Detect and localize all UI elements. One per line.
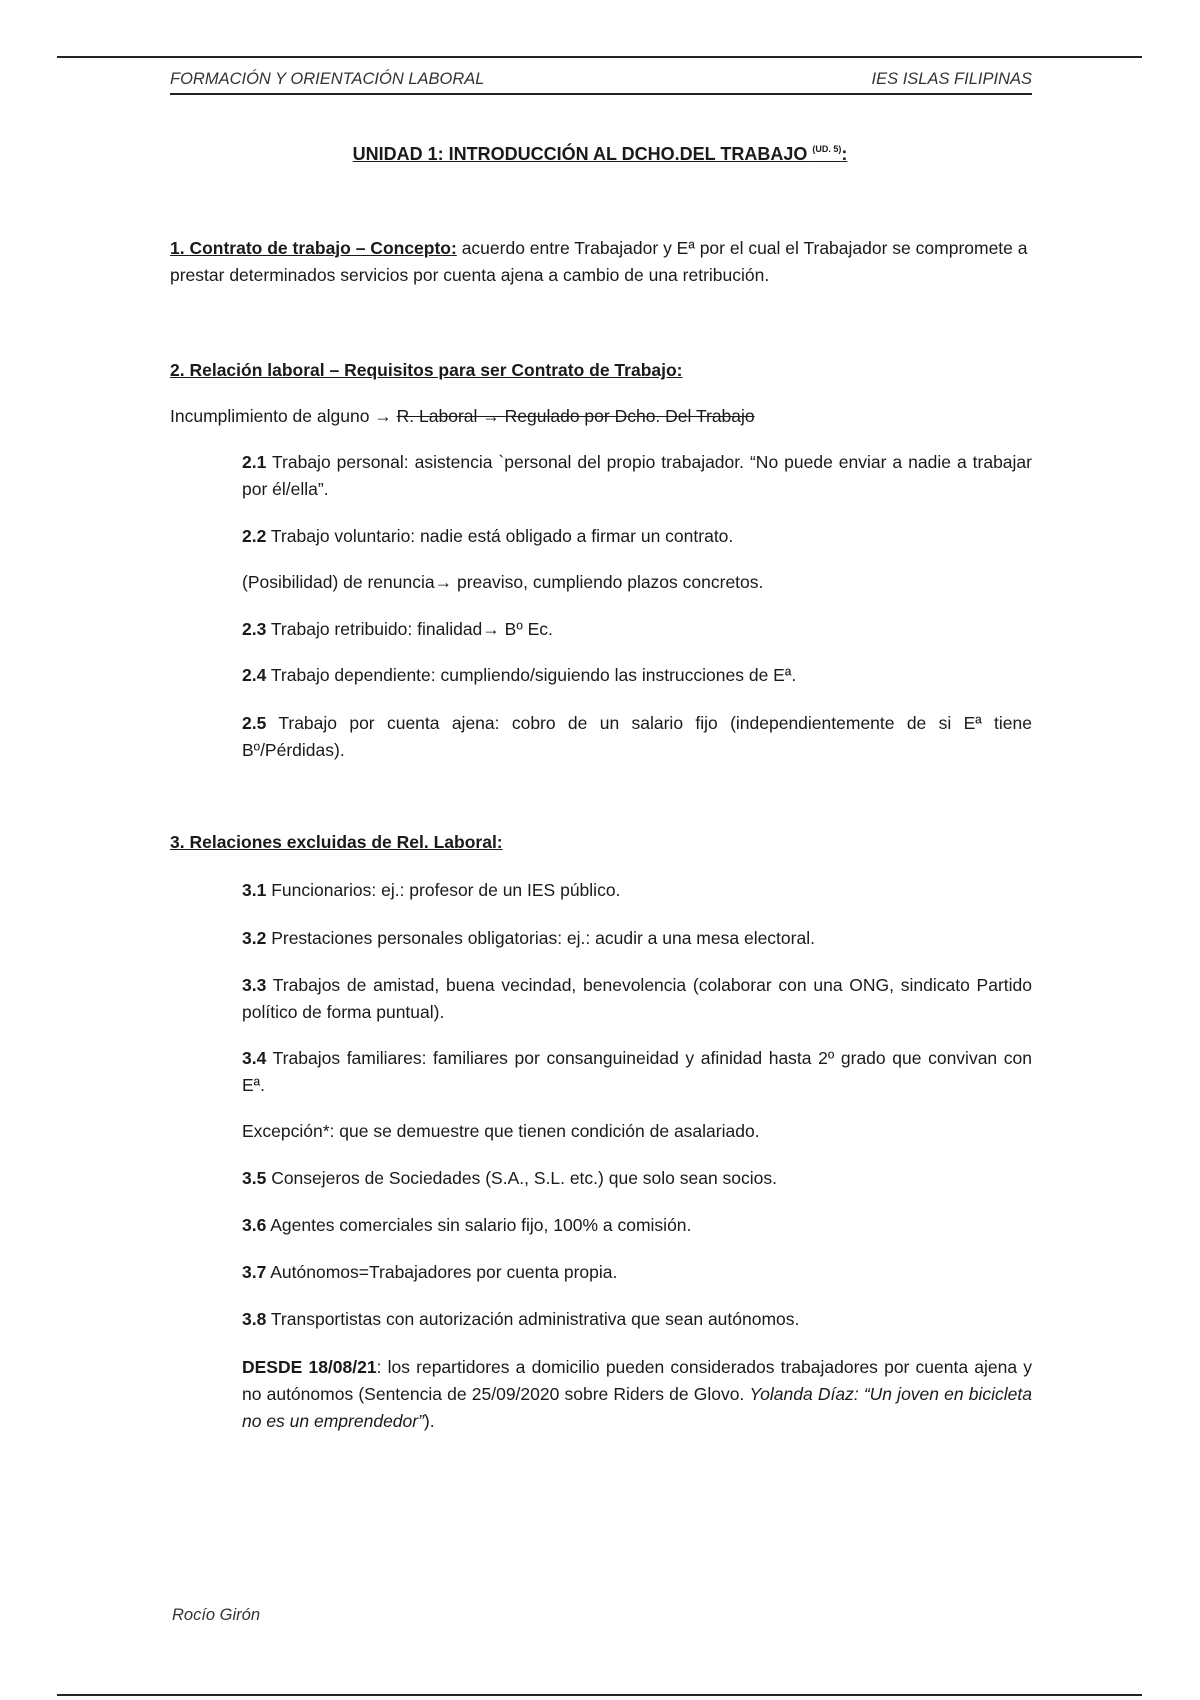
title-colon: : [841,144,848,164]
footer-author: Rocío Girón [172,1606,261,1624]
item-number: 2.2 [242,526,267,546]
list-item [242,1045,1032,1099]
list-item [242,877,1032,904]
header-school: IES ISLAS FILIPINAS [871,70,1032,88]
desde-end: ). [423,1411,435,1431]
section-1 [170,235,1032,289]
item-number: 3.7 [242,1262,267,1282]
item-text: Trabajo dependiente: cumpliendo/siguiendo las instrucciones de Eª. [266,665,797,685]
item-text: Trabajos de amistad, buena vecindad, benevolencia (colaborar con una ONG, sindicato Partido político de forma puntual). [242,975,1032,1022]
list-item [242,1118,1032,1145]
list-item [242,925,1032,952]
item-number: 3.1 [242,880,267,900]
list-item [242,1306,1032,1333]
item-number: 3.5 [242,1168,267,1188]
header-course: FORMACIÓN Y ORIENTACIÓN LABORAL [170,70,485,88]
item-number: 3.4 [242,1048,267,1068]
list-item [242,523,1032,550]
title-text: UNIDAD 1: INTRODUCCIÓN AL DCHO.DEL TRABAJO [352,144,813,164]
desde-text: : los repartidores a domicilio pueden considerados trabajadores por cuenta ajena y no autónomos (Sentencia de 25/09/2020 sobre Riders de Glovo. [242,1357,1032,1404]
item-text: Autónomos=Trabajadores por cuenta propia. [266,1262,618,1282]
list-item [242,1212,1032,1239]
item-text: Trabajo voluntario: nadie está obligado a firmar un contrato. [266,526,734,546]
list-item [242,616,1032,643]
section-3-heading [170,829,1032,856]
item-text: (Posibilidad) de renuncia→ preaviso, cumpliendo plazos concretos. [242,572,764,592]
title-superscript: (UD. 5) [812,144,842,154]
section-2-heading-text: 2. Relación laboral – Requisitos para ser Contrato de Trabajo: [170,360,683,380]
item-number: 3.3 [242,975,267,995]
desde-label: DESDE 18/08/21 [242,1357,377,1377]
item-number: 2.1 [242,452,267,472]
section-1-heading: 1. Contrato de trabajo – Concepto: [170,238,457,258]
item-text: Funcionarios: ej.: profesor de un IES público. [266,880,621,900]
strike-arrow: → [477,406,505,426]
list-item [242,449,1032,503]
section-1-text: acuerdo entre Trabajador y Eª por el cual el Trabajador se compromete a prestar determinados servicios por cuenta ajena a cambio de una retribución. [170,238,1028,285]
item-number: 2.3 [242,619,267,639]
desde-quote: Yolanda Díaz: “Un joven en bicicleta no es un emprendedor” [242,1384,1032,1431]
bottom-rule [57,1694,1142,1696]
item-text: Prestaciones personales obligatorias: ej.: acudir a una mesa electoral. [266,928,815,948]
item-number: 3.8 [242,1309,267,1329]
list-item [242,569,1032,596]
item-text: Trabajo personal: asistencia `personal del propio trabajador. “No puede enviar a nadie a trabajar por él/ella”. [242,452,1032,499]
item-number: 2.5 [242,713,267,733]
strike-regulado: Regulado por Dcho. Del Trabajo [504,406,755,426]
list-item [242,662,1032,689]
list-item [242,1165,1032,1192]
item-text: Agentes comerciales sin salario fijo, 100% a comisión. [266,1215,692,1235]
item-number: 3.2 [242,928,267,948]
item-text: Consejeros de Sociedades (S.A., S.L. etc.) que solo sean socios. [266,1168,778,1188]
item-number: 2.4 [242,665,267,685]
item-text: Trabajos familiares: familiares por consanguineidad y afinidad hasta 2º grado que convivan con Eª. [242,1048,1032,1095]
top-rule [57,56,1142,58]
section-3-heading-text: 3. Relaciones excluidas de Rel. Laboral: [170,832,503,852]
item-text: Trabajo por cuenta ajena: cobro de un salario fijo (independientemente de si Eª tiene Bº/Pérdidas). [242,713,1032,760]
list-item [242,710,1032,764]
page-header [170,70,1032,95]
item-text: Transportistas con autorización administrativa que sean autónomos. [266,1309,800,1329]
page-title [0,144,1200,165]
list-item [242,1259,1032,1286]
item-number: 3.6 [242,1215,267,1235]
desde-paragraph [242,1354,1032,1435]
list-item [242,972,1032,1026]
section-2-heading [170,357,1032,384]
strike-relacion-laboral: R. Laboral [396,406,478,426]
item-text: Trabajo retribuido: finalidad→ Bº Ec. [266,619,553,639]
item-text: Excepción*: que se demuestre que tienen condición de asalariado. [242,1121,760,1141]
incumplimiento-line [170,403,1032,430]
incumplimiento-prefix: Incumplimiento de alguno → [170,406,397,426]
